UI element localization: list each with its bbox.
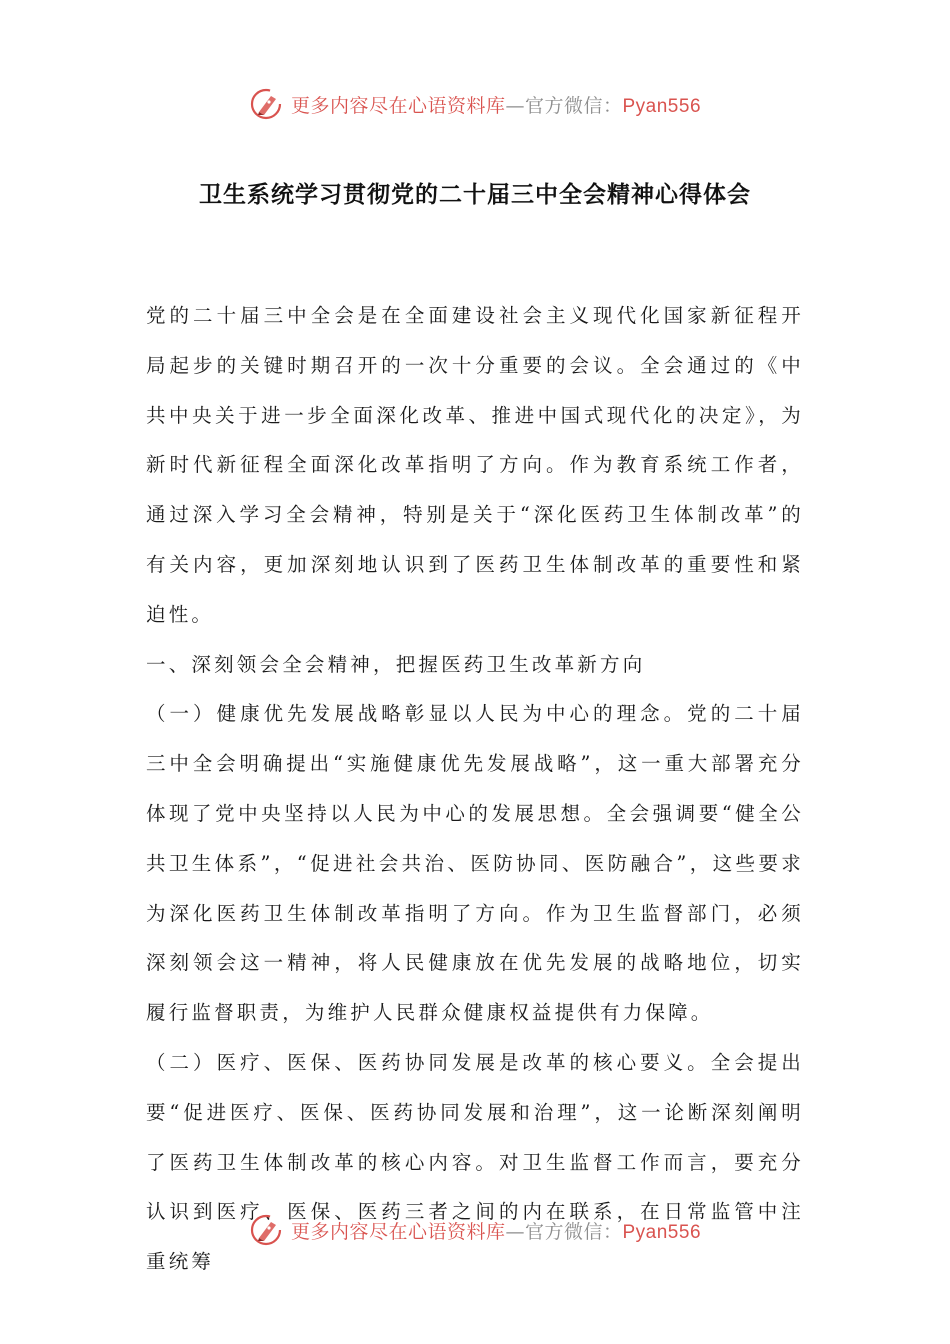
paragraph-1-1: （一）健康优先发展战略彰显以人民为中心的理念。党的二十届三中全会明确提出“实施健康优先发展战略”，这一重大部署充分体现了党中央坚持以人民为中心的发展思想。全会强调要“健全公共卫生体系”，“促进社会共治、医防协同、医防融合”，这些要求为深化医药卫生体制改革指明了方向。作为卫生监督部门，必须深刻领会这一精神，将人民健康放在优先发展的战略地位，切实履行监督职责，为维护人民群众健康权益提供有力保障。 — [146, 702, 804, 1025]
document-body — [146, 291, 804, 1287]
footer-banner — [0, 1208, 950, 1252]
footer-banner-main: 更多内容尽在心语资料库 — [290, 1220, 506, 1243]
pen-nib-logo-icon — [249, 1212, 285, 1248]
paragraph-intro: 党的二十届三中全会是在全面建设社会主义现代化国家新征程开局起步的关键时期召开的一次十分重要的会议。全会通过的《中共中央关于进一步全面深化改革、推进中国式现代化的决定》，为新时代新征程全面深化改革指明了方向。作为教育系统工作者，通过深入学习全会精神，特别是关于“深化医药卫生体制改革”的有关内容，更加深刻地认识到了医药卫生体制改革的重要性和紧迫性。 — [146, 304, 804, 626]
header-banner-main: 更多内容尽在心语资料库 — [290, 94, 506, 117]
document-title: 卫生系统学习贯彻党的二十届三中全会精神心得体会 — [199, 182, 751, 208]
header-banner-separator: — — [505, 94, 525, 117]
footer-banner-separator: — — [505, 1220, 525, 1243]
footer-banner-text — [291, 1217, 701, 1244]
footer-banner-wechat-label: 官方微信： — [524, 1220, 623, 1243]
header-banner-wechat-id: Pyan556 — [622, 95, 702, 117]
footer-banner-content — [249, 1212, 701, 1248]
header-banner-wechat-label: 官方微信： — [524, 94, 623, 117]
header-banner — [0, 82, 950, 126]
header-banner-content — [249, 86, 701, 122]
section-heading-1: 一、深刻领会全会精神，把握医药卫生改革新方向 — [146, 652, 646, 676]
pen-nib-logo-icon — [249, 86, 285, 122]
paragraph-1-2: （二）医疗、医保、医药协同发展是改革的核心要义。全会提出要“促进医疗、医保、医药协同发展和治理”，这一论断深刻阐明了医药卫生体制改革的核心内容。对卫生监督工作而言，要充分认识到医疗、医保、医药三者之间的内在联系，在日常监管中注重统筹 — [146, 1050, 804, 1274]
header-banner-text — [291, 91, 701, 118]
footer-banner-wechat-id: Pyan556 — [622, 1221, 702, 1243]
